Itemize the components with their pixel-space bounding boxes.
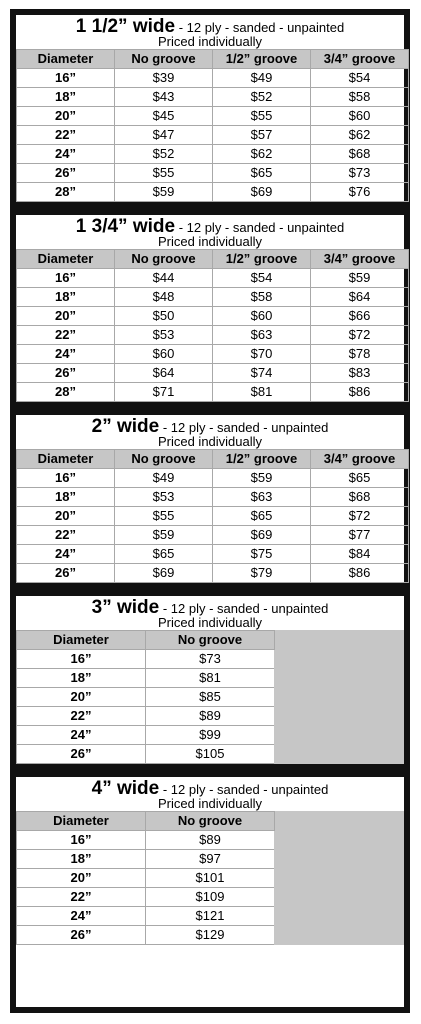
price-section-1-5-inch xyxy=(16,15,404,202)
price-cell: $97 xyxy=(146,850,275,869)
diameter-cell: 16” xyxy=(17,69,115,88)
price-cell: $68 xyxy=(311,488,409,507)
section-specs: - 12 ply - sanded - unpainted xyxy=(159,420,329,435)
diameter-cell: 20” xyxy=(17,307,115,326)
section-title: 1 1/2” wide xyxy=(75,16,176,37)
price-cell: $73 xyxy=(311,164,409,183)
price-cell: $79 xyxy=(213,564,311,583)
price-section-3-inch xyxy=(16,596,404,764)
section-divider xyxy=(16,764,404,777)
section-subtitle: Priced individually xyxy=(157,34,263,49)
price-cell: $54 xyxy=(311,69,409,88)
price-cell: $86 xyxy=(311,383,409,402)
header-half-groove: 1/2” groove xyxy=(213,450,311,469)
price-cell: $59 xyxy=(213,469,311,488)
table-row xyxy=(17,307,409,326)
section-divider xyxy=(16,583,404,596)
price-cell: $49 xyxy=(115,469,213,488)
price-cell: $48 xyxy=(115,288,213,307)
price-cell: $58 xyxy=(213,288,311,307)
table-row xyxy=(17,564,409,583)
diameter-cell: 18” xyxy=(17,488,115,507)
section-header xyxy=(16,596,404,630)
price-cell: $99 xyxy=(146,726,275,745)
price-cell: $69 xyxy=(213,526,311,545)
diameter-cell: 20” xyxy=(17,688,146,707)
price-cell: $63 xyxy=(213,326,311,345)
header-half-groove: 1/2” groove xyxy=(213,250,311,269)
price-cell: $72 xyxy=(311,326,409,345)
diameter-cell: 18” xyxy=(17,850,146,869)
price-cell: $39 xyxy=(115,69,213,88)
diameter-cell: 28” xyxy=(17,183,115,202)
header-three-quarter-groove: 3/4” groove xyxy=(311,250,409,269)
header-diameter: Diameter xyxy=(17,631,146,650)
table-header-row xyxy=(17,812,404,831)
price-cell: $50 xyxy=(115,307,213,326)
price-cell: $44 xyxy=(115,269,213,288)
empty-gray-area xyxy=(275,812,404,945)
diameter-cell: 26” xyxy=(17,926,146,945)
price-section-4-inch xyxy=(16,777,404,945)
price-cell: $47 xyxy=(115,126,213,145)
price-cell: $65 xyxy=(115,545,213,564)
price-cell: $43 xyxy=(115,88,213,107)
diameter-cell: 24” xyxy=(17,145,115,164)
diameter-cell: 24” xyxy=(17,545,115,564)
section-subtitle: Priced individually xyxy=(157,615,263,630)
diameter-cell: 20” xyxy=(17,507,115,526)
header-half-groove: 1/2” groove xyxy=(213,50,311,69)
table-header-row xyxy=(17,450,409,469)
diameter-cell: 20” xyxy=(17,869,146,888)
price-table xyxy=(16,249,409,402)
price-cell: $58 xyxy=(311,88,409,107)
price-cell: $76 xyxy=(311,183,409,202)
table-row xyxy=(17,183,409,202)
table-row xyxy=(17,326,409,345)
table-row xyxy=(17,145,409,164)
price-cell: $101 xyxy=(146,869,275,888)
table-row xyxy=(17,288,409,307)
table-row xyxy=(17,383,409,402)
section-specs: - 12 ply - sanded - unpainted xyxy=(175,220,345,235)
price-cell: $57 xyxy=(213,126,311,145)
price-cell: $52 xyxy=(115,145,213,164)
price-cell: $129 xyxy=(146,926,275,945)
header-no-groove: No groove xyxy=(146,812,275,831)
table-row xyxy=(17,469,409,488)
price-cell: $78 xyxy=(311,345,409,364)
price-cell: $86 xyxy=(311,564,409,583)
table-header-row xyxy=(17,50,409,69)
table-row xyxy=(17,345,409,364)
price-cell: $59 xyxy=(115,526,213,545)
price-cell: $59 xyxy=(311,269,409,288)
price-cell: $65 xyxy=(213,507,311,526)
section-divider xyxy=(16,202,404,215)
diameter-cell: 22” xyxy=(17,326,115,345)
table-row xyxy=(17,126,409,145)
price-cell: $89 xyxy=(146,707,275,726)
section-header xyxy=(16,415,404,449)
section-specs: - 12 ply - sanded - unpainted xyxy=(159,782,329,797)
diameter-cell: 28” xyxy=(17,383,115,402)
price-cell: $49 xyxy=(213,69,311,88)
price-sheet xyxy=(10,9,410,1013)
diameter-cell: 26” xyxy=(17,745,146,764)
table-row xyxy=(17,364,409,383)
section-subtitle: Priced individually xyxy=(157,434,263,449)
price-cell: $66 xyxy=(311,307,409,326)
table-row xyxy=(17,107,409,126)
price-cell: $72 xyxy=(311,507,409,526)
price-cell: $77 xyxy=(311,526,409,545)
header-diameter: Diameter xyxy=(17,50,115,69)
price-cell: $53 xyxy=(115,326,213,345)
price-cell: $62 xyxy=(213,145,311,164)
price-cell: $52 xyxy=(213,88,311,107)
section-subtitle: Priced individually xyxy=(157,796,263,811)
section-header xyxy=(16,777,404,811)
price-cell: $62 xyxy=(311,126,409,145)
diameter-cell: 22” xyxy=(17,707,146,726)
header-no-groove: No groove xyxy=(146,631,275,650)
diameter-cell: 16” xyxy=(17,831,146,850)
section-header xyxy=(16,15,404,49)
header-three-quarter-groove: 3/4” groove xyxy=(311,450,409,469)
section-specs: - 12 ply - sanded - unpainted xyxy=(175,20,345,35)
section-specs: - 12 ply - sanded - unpainted xyxy=(159,601,329,616)
price-cell: $81 xyxy=(146,669,275,688)
price-cell: $81 xyxy=(213,383,311,402)
diameter-cell: 18” xyxy=(17,88,115,107)
price-cell: $45 xyxy=(115,107,213,126)
price-cell: $121 xyxy=(146,907,275,926)
price-cell: $109 xyxy=(146,888,275,907)
price-cell: $64 xyxy=(311,288,409,307)
price-cell: $55 xyxy=(115,164,213,183)
diameter-cell: 26” xyxy=(17,564,115,583)
diameter-cell: 24” xyxy=(17,726,146,745)
header-diameter: Diameter xyxy=(17,250,115,269)
price-cell: $69 xyxy=(115,564,213,583)
empty-gray-area xyxy=(275,631,404,764)
table-row xyxy=(17,88,409,107)
diameter-cell: 24” xyxy=(17,345,115,364)
diameter-cell: 26” xyxy=(17,364,115,383)
price-cell: $60 xyxy=(213,307,311,326)
price-cell: $54 xyxy=(213,269,311,288)
price-cell: $63 xyxy=(213,488,311,507)
price-cell: $70 xyxy=(213,345,311,364)
diameter-cell: 20” xyxy=(17,107,115,126)
price-cell: $68 xyxy=(311,145,409,164)
table-row xyxy=(17,269,409,288)
price-cell: $84 xyxy=(311,545,409,564)
diameter-cell: 16” xyxy=(17,650,146,669)
section-title: 4” wide xyxy=(91,778,160,799)
price-cell: $59 xyxy=(115,183,213,202)
table-header-row xyxy=(17,631,404,650)
price-section-2-inch xyxy=(16,415,404,583)
table-header-row xyxy=(17,250,409,269)
table-row xyxy=(17,526,409,545)
header-no-groove: No groove xyxy=(115,450,213,469)
diameter-cell: 16” xyxy=(17,269,115,288)
table-row xyxy=(17,164,409,183)
diameter-cell: 22” xyxy=(17,526,115,545)
price-cell: $71 xyxy=(115,383,213,402)
diameter-cell: 24” xyxy=(17,907,146,926)
price-cell: $74 xyxy=(213,364,311,383)
price-cell: $89 xyxy=(146,831,275,850)
header-no-groove: No groove xyxy=(115,250,213,269)
price-table xyxy=(16,630,404,764)
price-table xyxy=(16,449,409,583)
section-subtitle: Priced individually xyxy=(157,234,263,249)
section-title: 3” wide xyxy=(91,597,160,618)
price-cell: $69 xyxy=(213,183,311,202)
price-cell: $105 xyxy=(146,745,275,764)
section-title: 2” wide xyxy=(91,416,160,437)
price-cell: $85 xyxy=(146,688,275,707)
price-cell: $73 xyxy=(146,650,275,669)
header-three-quarter-groove: 3/4” groove xyxy=(311,50,409,69)
header-no-groove: No groove xyxy=(115,50,213,69)
diameter-cell: 18” xyxy=(17,288,115,307)
price-cell: $64 xyxy=(115,364,213,383)
price-cell: $60 xyxy=(115,345,213,364)
diameter-cell: 26” xyxy=(17,164,115,183)
price-cell: $65 xyxy=(213,164,311,183)
price-cell: $53 xyxy=(115,488,213,507)
section-divider xyxy=(16,402,404,415)
diameter-cell: 18” xyxy=(17,669,146,688)
price-cell: $75 xyxy=(213,545,311,564)
price-table xyxy=(16,49,409,202)
header-diameter: Diameter xyxy=(17,450,115,469)
table-row xyxy=(17,488,409,507)
price-table xyxy=(16,811,404,945)
table-row xyxy=(17,507,409,526)
price-cell: $60 xyxy=(311,107,409,126)
header-diameter: Diameter xyxy=(17,812,146,831)
price-cell: $55 xyxy=(213,107,311,126)
table-row xyxy=(17,69,409,88)
diameter-cell: 16” xyxy=(17,469,115,488)
section-title: 1 3/4” wide xyxy=(75,216,176,237)
price-cell: $55 xyxy=(115,507,213,526)
price-cell: $65 xyxy=(311,469,409,488)
price-section-1-75-inch xyxy=(16,215,404,402)
price-cell: $83 xyxy=(311,364,409,383)
section-header xyxy=(16,215,404,249)
table-row xyxy=(17,545,409,564)
diameter-cell: 22” xyxy=(17,888,146,907)
diameter-cell: 22” xyxy=(17,126,115,145)
